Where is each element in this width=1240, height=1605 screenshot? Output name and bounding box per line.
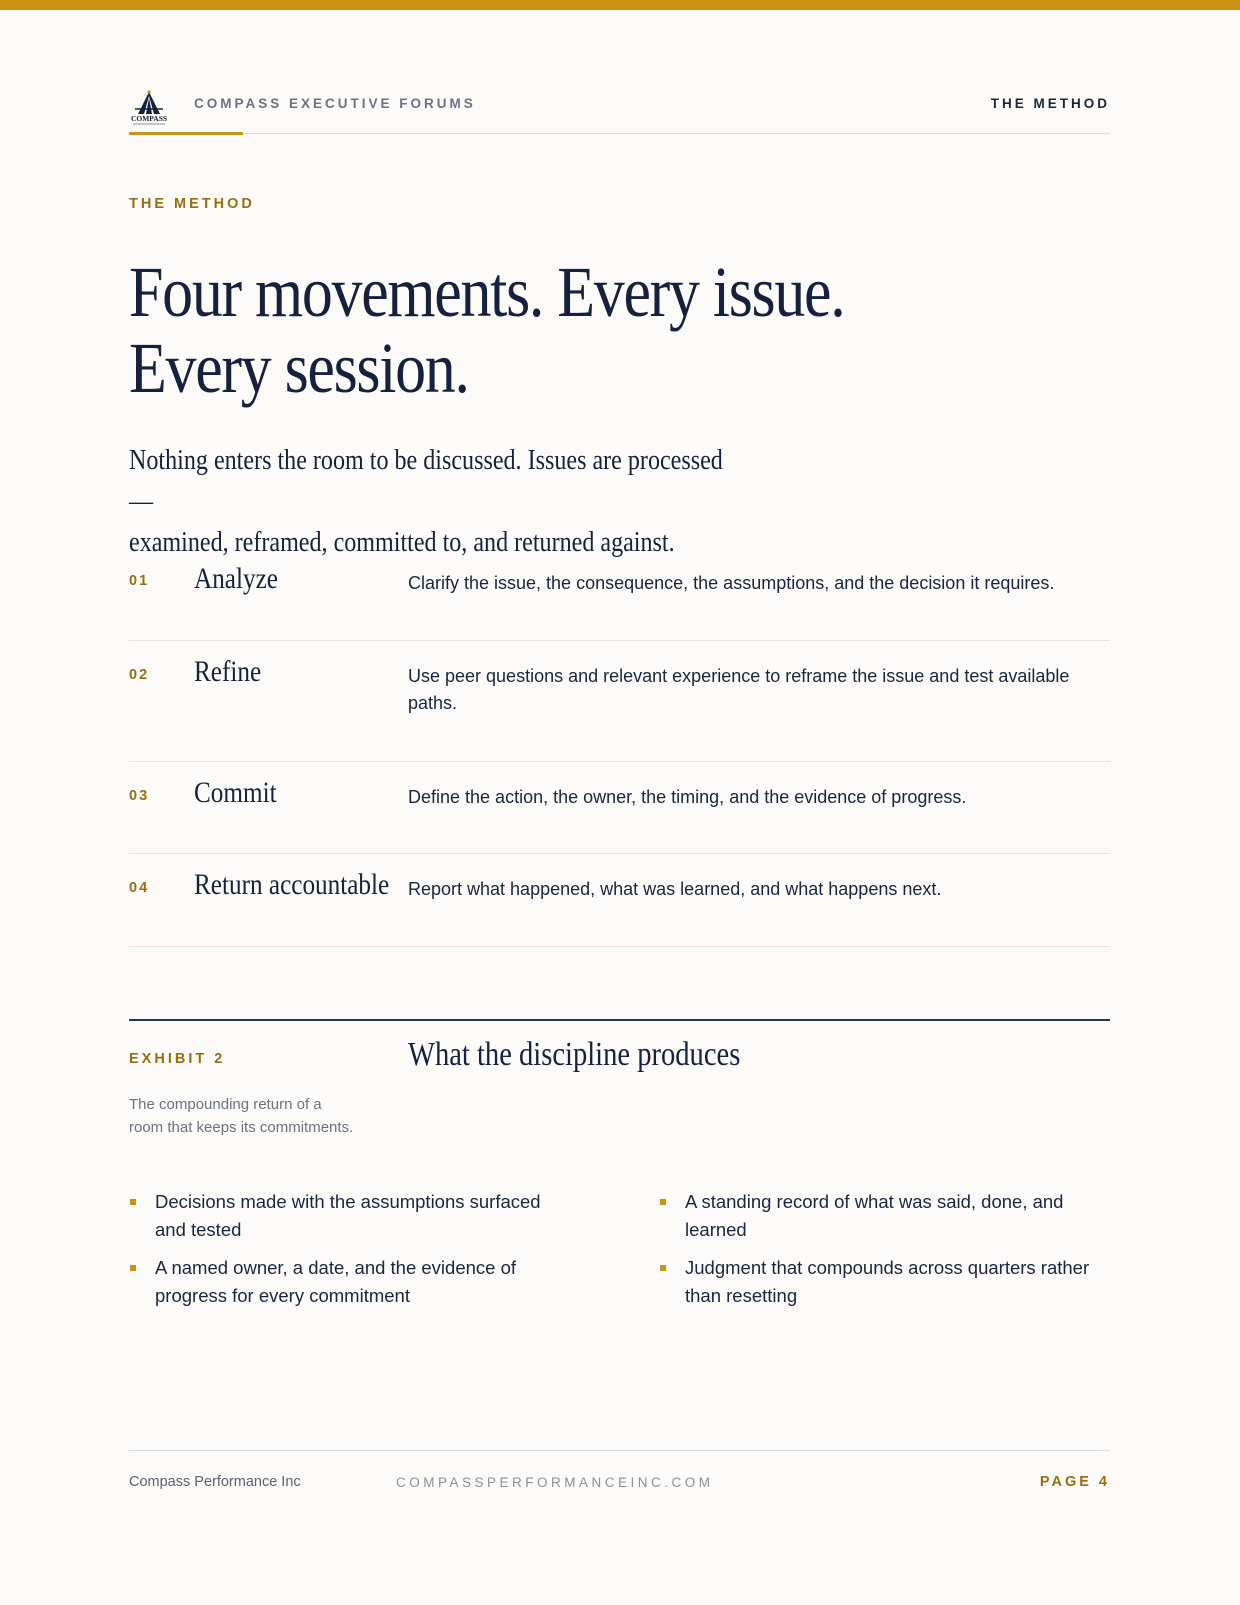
step-row [129,641,1110,762]
title-line-1: Four movements. Every issue. [129,252,845,332]
list-item-text: A standing record of what was said, done, and learned [685,1191,1064,1240]
logo-text: COMPASS [130,114,168,123]
exhibit-divider [129,1019,1110,1021]
brand-name: COMPASS EXECUTIVE FORUMS [194,96,476,111]
header-divider [129,133,1110,134]
step-description: Clarify the issue, the consequence, the assumptions, and the decision it requires. [408,573,1055,593]
lede-paragraph [129,440,748,563]
exhibit-title: What the discipline produces [408,1036,741,1073]
lede-line-2: examined, reframed, committed to, and returned against. [129,527,675,558]
list-item-text: A named owner, a date, and the evidence of progress for every commitment [155,1257,517,1306]
footer-divider [129,1450,1110,1451]
top-accent-bar [0,0,1240,10]
section-eyebrow: THE METHOD [129,196,255,212]
page-title [129,254,903,406]
step-number: 02 [129,667,150,683]
list-item [129,1254,569,1310]
method-steps [129,548,1110,947]
title-line-2: Every session. [129,328,469,408]
bullet-square-icon [130,1265,136,1271]
step-number: 03 [129,788,150,804]
list-item [129,1188,569,1244]
step-row [129,548,1110,641]
step-name: Refine [194,655,262,688]
step-description: Report what happened, what was learned, and what happens next. [408,879,942,899]
list-item-text: Judgment that compounds across quarters rather than resetting [685,1257,1090,1306]
step-number: 04 [129,880,150,896]
header-section-label: THE METHOD [990,96,1110,111]
bullet-square-icon [660,1265,666,1271]
page-header [129,84,1110,134]
list-item-text: Decisions made with the assumptions surfaced and tested [155,1191,541,1240]
footer-company: Compass Performance Inc [129,1474,301,1490]
list-item [659,1188,1099,1244]
step-name: Commit [194,776,277,809]
header-accent-rule [129,132,243,135]
bullet-square-icon [660,1199,666,1205]
step-description: Define the action, the owner, the timing, and the evidence of progress. [408,787,967,807]
step-name: Analyze [194,562,278,595]
bullet-square-icon [130,1199,136,1205]
lede-line-1: Nothing enters the room to be discussed. Issues are processed — [129,445,723,517]
outcomes-list-right [659,1188,1099,1320]
step-row [129,854,1110,947]
compass-logo-icon [129,88,169,128]
step-description: Use peer questions and relevant experience to reframe the issue and test available paths. [408,666,1070,713]
page-number: PAGE 4 [1039,1474,1110,1490]
step-row [129,762,1110,854]
list-item [659,1254,1099,1310]
step-number: 01 [129,573,150,589]
exhibit-label: EXHIBIT 2 [129,1051,226,1067]
exhibit-caption: The compounding return of a room that keeps its commitments. [129,1096,354,1136]
footer-website-link[interactable]: COMPASSPERFORMANCEINC.COM [396,1475,714,1490]
step-name: Return accountable [194,868,390,901]
outcomes-list-left [129,1188,569,1320]
